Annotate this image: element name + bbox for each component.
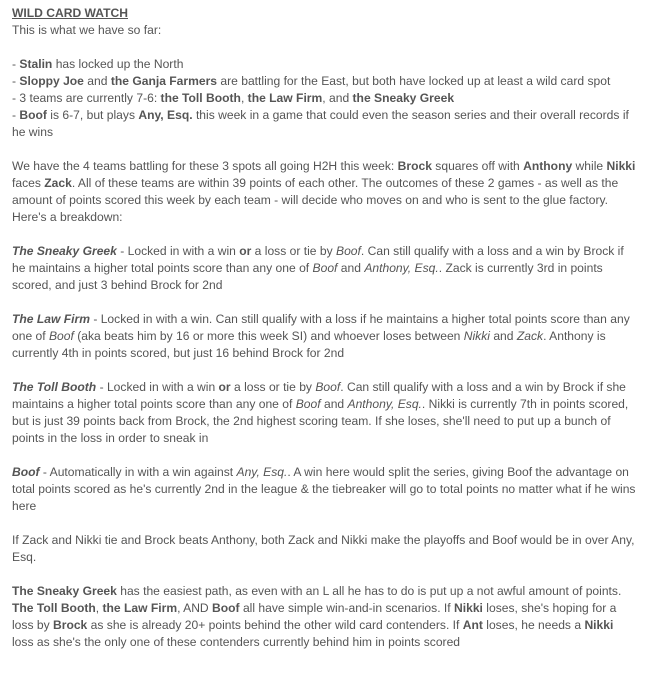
spacer [12, 362, 638, 379]
team-name: Boof [295, 397, 321, 411]
paragraph-text: a loss or tie by [251, 244, 337, 258]
bullet-text: is 6-7, but plays [46, 108, 139, 122]
team-name: Nikki [606, 159, 636, 173]
paragraph-text: and [489, 329, 517, 343]
team-name: Any, Esq. [236, 465, 288, 479]
paragraph-text: as she is already 20+ points behind the other wild card contenders. If [87, 618, 463, 632]
spacer [12, 226, 638, 243]
team-name: the Law Firm [102, 601, 178, 615]
paragraph-text: faces [12, 176, 45, 190]
paragraph-text: . Nikki is currently 7th in points scored, but is just 39 points back from Brock, the 2nd highest scoring team. If she loses, she'll need to put up a bunch of points in the loss in order to sneak in [12, 397, 629, 445]
summary-paragraph [12, 583, 638, 651]
bullet-text: , [240, 91, 248, 105]
paragraph-text: - Automatically in with a win against [39, 465, 237, 479]
team-name: the Toll Booth [160, 91, 241, 105]
team-name: Boof [19, 108, 47, 122]
spacer [12, 294, 638, 311]
team-name: Boof [315, 380, 341, 394]
team-name: Boof [212, 601, 240, 615]
team-name: Nikki [454, 601, 483, 615]
paragraph-text: has the easiest path, as even with an L all he has to do is put up a not awful amount of points. [116, 584, 622, 598]
team-name: Sloppy Joe [19, 74, 84, 88]
team-name: the Law Firm [247, 91, 323, 105]
paragraph-text: loses, he needs a [482, 618, 585, 632]
team-name: Anthony [523, 159, 573, 173]
bullet-text: and [83, 74, 111, 88]
bullet-boof [12, 107, 638, 141]
bullet-text: - 3 teams are currently 7-6: [12, 91, 161, 105]
team-name: Boof [312, 261, 338, 275]
bullet-east [12, 73, 638, 90]
intro-line: This is what we have so far: [12, 23, 162, 37]
paragraph-text: . Anthony is currently 4th in points scored, but just 16 behind Brock for 2nd [12, 329, 606, 360]
paragraph-text: and [320, 397, 348, 411]
spacer [12, 141, 638, 158]
team-heading: Boof [12, 465, 40, 479]
bullet-text: are battling for the East, but both have locked up at least a wild card spot [217, 74, 611, 88]
team-name: The Sneaky Greek [12, 584, 117, 598]
bullet-three-teams [12, 90, 638, 107]
paragraph-text: , [95, 601, 103, 615]
document-body [12, 5, 638, 651]
bullet-dash: - [12, 74, 20, 88]
team-heading: The Law Firm [12, 312, 90, 326]
team-name: Zack [44, 176, 72, 190]
team-name: Anthony, Esq. [364, 261, 439, 275]
paragraph-text: . All of these teams are within 39 points of each other. The outcomes of these 2 games - as well as the amount of points scored this week by each team - will decide who moves on and who is sent to the glue factory. Here's a breakdown: [12, 176, 619, 224]
paragraph-text: . Zack is currently 3rd in points scored, and just 3 behind Brock for 2nd [12, 261, 603, 292]
paragraph-text: (aka beats him by 16 or more this week SI) and whoever loses between [73, 329, 464, 343]
toll-booth-paragraph [12, 379, 638, 447]
team-name: Boof [48, 329, 74, 343]
paragraph-text: . A win here would split the series, giving Boof the advantage on total points scored as he's currently 2nd in the league & the tiebreaker will go to total points no matter what if he wins here [12, 465, 636, 513]
sneaky-greek-paragraph [12, 243, 638, 294]
team-name: The Toll Booth [12, 601, 96, 615]
bullet-dash: - [12, 57, 20, 71]
emphasis: or [218, 380, 231, 394]
law-firm-paragraph [12, 311, 638, 362]
team-name: Boof [336, 244, 361, 258]
paragraph-text: a loss or tie by [230, 380, 316, 394]
paragraph-text: while [572, 159, 607, 173]
page-title [12, 5, 638, 22]
team-name: Nikki [463, 329, 490, 343]
matchups-paragraph [12, 158, 638, 226]
team-name: Ant [462, 618, 483, 632]
paragraph-text: - Locked in with a win [96, 380, 219, 394]
paragraph-text: . Can still qualify with a loss and a win by Brock if he maintains a higher total points score than any one of [12, 244, 624, 275]
paragraph-text: squares off with [431, 159, 524, 173]
paragraph-text: We have the 4 teams battling for these 3 spots all going H2H this week: [12, 159, 398, 173]
team-name: Stalin [19, 57, 53, 71]
title-text: WILD CARD WATCH [12, 6, 128, 20]
paragraph-text: . Can still qualify with a loss and a win by Brock if she maintains a higher total points score than any one of [12, 380, 626, 411]
paragraph-text: all have simple win-and-in scenarios. If [239, 601, 455, 615]
emphasis: or [239, 244, 252, 258]
team-name: Nikki [584, 618, 614, 632]
team-name: Brock [397, 159, 432, 173]
bullet-dash: - [12, 108, 20, 122]
tie-scenario-paragraph: If Zack and Nikki tie and Brock beats Anthony, both Zack and Nikki make the playoffs and Boof would be in over Any, Esq. [12, 533, 635, 564]
team-name: Brock [53, 618, 88, 632]
bullet-stalin [12, 56, 638, 73]
paragraph-text: - Locked in with a win. Can still qualify with a loss if he maintains a higher total points score than any one of [12, 312, 630, 343]
team-name: Zack [516, 329, 544, 343]
spacer [12, 447, 638, 464]
spacer [12, 566, 638, 583]
boof-paragraph [12, 464, 638, 515]
team-name: Anthony, Esq. [347, 397, 422, 411]
spacer [12, 39, 638, 56]
team-heading: The Sneaky Greek [12, 244, 117, 258]
spacer [12, 515, 638, 532]
paragraph-text: and [337, 261, 365, 275]
paragraph-text: , AND [177, 601, 213, 615]
team-heading: The Toll Booth [12, 380, 97, 394]
paragraph-text: loses, she's hoping for a loss by [12, 601, 617, 632]
bullet-text: has locked up the North [52, 57, 184, 71]
team-name: the Sneaky Greek [352, 91, 455, 105]
team-name: Any, Esq. [138, 108, 193, 122]
paragraph-text: loss as she's the only one of these contenders currently behind him in points scored [12, 635, 461, 649]
bullet-text: , and [322, 91, 353, 105]
paragraph-text: - Locked in with a win [116, 244, 240, 258]
bullet-text: this week in a game that could even the season series and their overall records if he wins [12, 108, 629, 139]
team-name: the Ganja Farmers [110, 74, 218, 88]
